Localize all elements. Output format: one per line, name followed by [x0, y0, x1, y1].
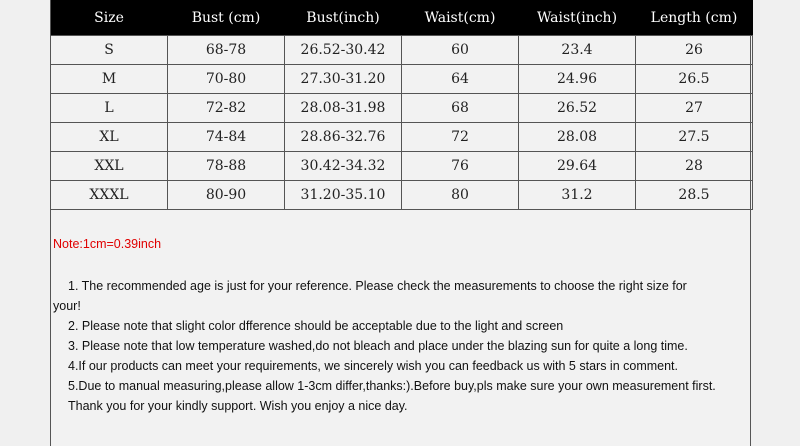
- cell-length-cm: 26: [636, 36, 753, 65]
- cell-size: XXL: [51, 152, 168, 181]
- cell-waist-inch: 31.2: [519, 181, 636, 210]
- note-3: 3. Please note that low temperature washed,do not bleach and place under the blazing sun for quite a long time.: [68, 339, 688, 353]
- cell-bust-inch: 27.30-31.20: [285, 65, 402, 94]
- cell-bust-cm: 74-84: [168, 123, 285, 152]
- cell-waist-cm: 76: [402, 152, 519, 181]
- cell-bust-cm: 68-78: [168, 36, 285, 65]
- cell-length-cm: 27: [636, 94, 753, 123]
- cell-bust-inch: 30.42-34.32: [285, 152, 402, 181]
- cell-length-cm: 27.5: [636, 123, 753, 152]
- cell-size: XXXL: [51, 181, 168, 210]
- cell-bust-inch: 28.86-32.76: [285, 123, 402, 152]
- cell-size: L: [51, 94, 168, 123]
- cell-bust-inch: 28.08-31.98: [285, 94, 402, 123]
- cell-size: XL: [51, 123, 168, 152]
- header-length-cm: Length (cm): [636, 0, 753, 36]
- table-row: [51, 181, 753, 210]
- table-row: [51, 123, 753, 152]
- cell-bust-cm: 72-82: [168, 94, 285, 123]
- cell-waist-cm: 60: [402, 36, 519, 65]
- cell-waist-cm: 68: [402, 94, 519, 123]
- header-waist-inch: Waist(inch): [519, 0, 636, 36]
- cell-bust-inch: 26.52-30.42: [285, 36, 402, 65]
- cell-length-cm: 26.5: [636, 65, 753, 94]
- note-1-line-2: your!: [53, 299, 81, 313]
- header-size: Size: [51, 0, 168, 36]
- cell-length-cm: 28.5: [636, 181, 753, 210]
- table-row: [51, 65, 753, 94]
- cell-size: M: [51, 65, 168, 94]
- cell-waist-inch: 29.64: [519, 152, 636, 181]
- table-row: [51, 36, 753, 65]
- cell-waist-inch: 26.52: [519, 94, 636, 123]
- cell-length-cm: 28: [636, 152, 753, 181]
- notes-block: [53, 276, 753, 416]
- conversion-note: Note:1cm=0.39inch: [53, 237, 162, 251]
- header-bust-inch: Bust(inch): [285, 0, 402, 36]
- note-6: Thank you for your kindly support. Wish you enjoy a nice day.: [68, 399, 408, 413]
- table-row: [51, 94, 753, 123]
- table-row: [51, 152, 753, 181]
- note-5: 5.Due to manual measuring,please allow 1-3cm differ,thanks:).Before buy,pls make sure your own measurement first.: [68, 379, 716, 393]
- table-header-row: [51, 0, 753, 36]
- cell-waist-inch: 24.96: [519, 65, 636, 94]
- note-2: 2. Please note that slight color dfference should be acceptable due to the light and screen: [68, 319, 564, 333]
- cell-bust-inch: 31.20-35.10: [285, 181, 402, 210]
- header-waist-cm: Waist(cm): [402, 0, 519, 36]
- size-table: [50, 0, 753, 210]
- cell-bust-cm: 70-80: [168, 65, 285, 94]
- cell-waist-inch: 23.4: [519, 36, 636, 65]
- cell-bust-cm: 78-88: [168, 152, 285, 181]
- cell-bust-cm: 80-90: [168, 181, 285, 210]
- note-1-line-1: 1. The recommended age is just for your reference. Please check the measurements to choose the right size for: [68, 279, 687, 293]
- header-bust-cm: Bust (cm): [168, 0, 285, 36]
- cell-waist-cm: 80: [402, 181, 519, 210]
- cell-waist-inch: 28.08: [519, 123, 636, 152]
- cell-waist-cm: 72: [402, 123, 519, 152]
- cell-size: S: [51, 36, 168, 65]
- note-4: 4.If our products can meet your requirements, we sincerely wish you can feedback us with 5 stars in comment.: [68, 359, 678, 373]
- cell-waist-cm: 64: [402, 65, 519, 94]
